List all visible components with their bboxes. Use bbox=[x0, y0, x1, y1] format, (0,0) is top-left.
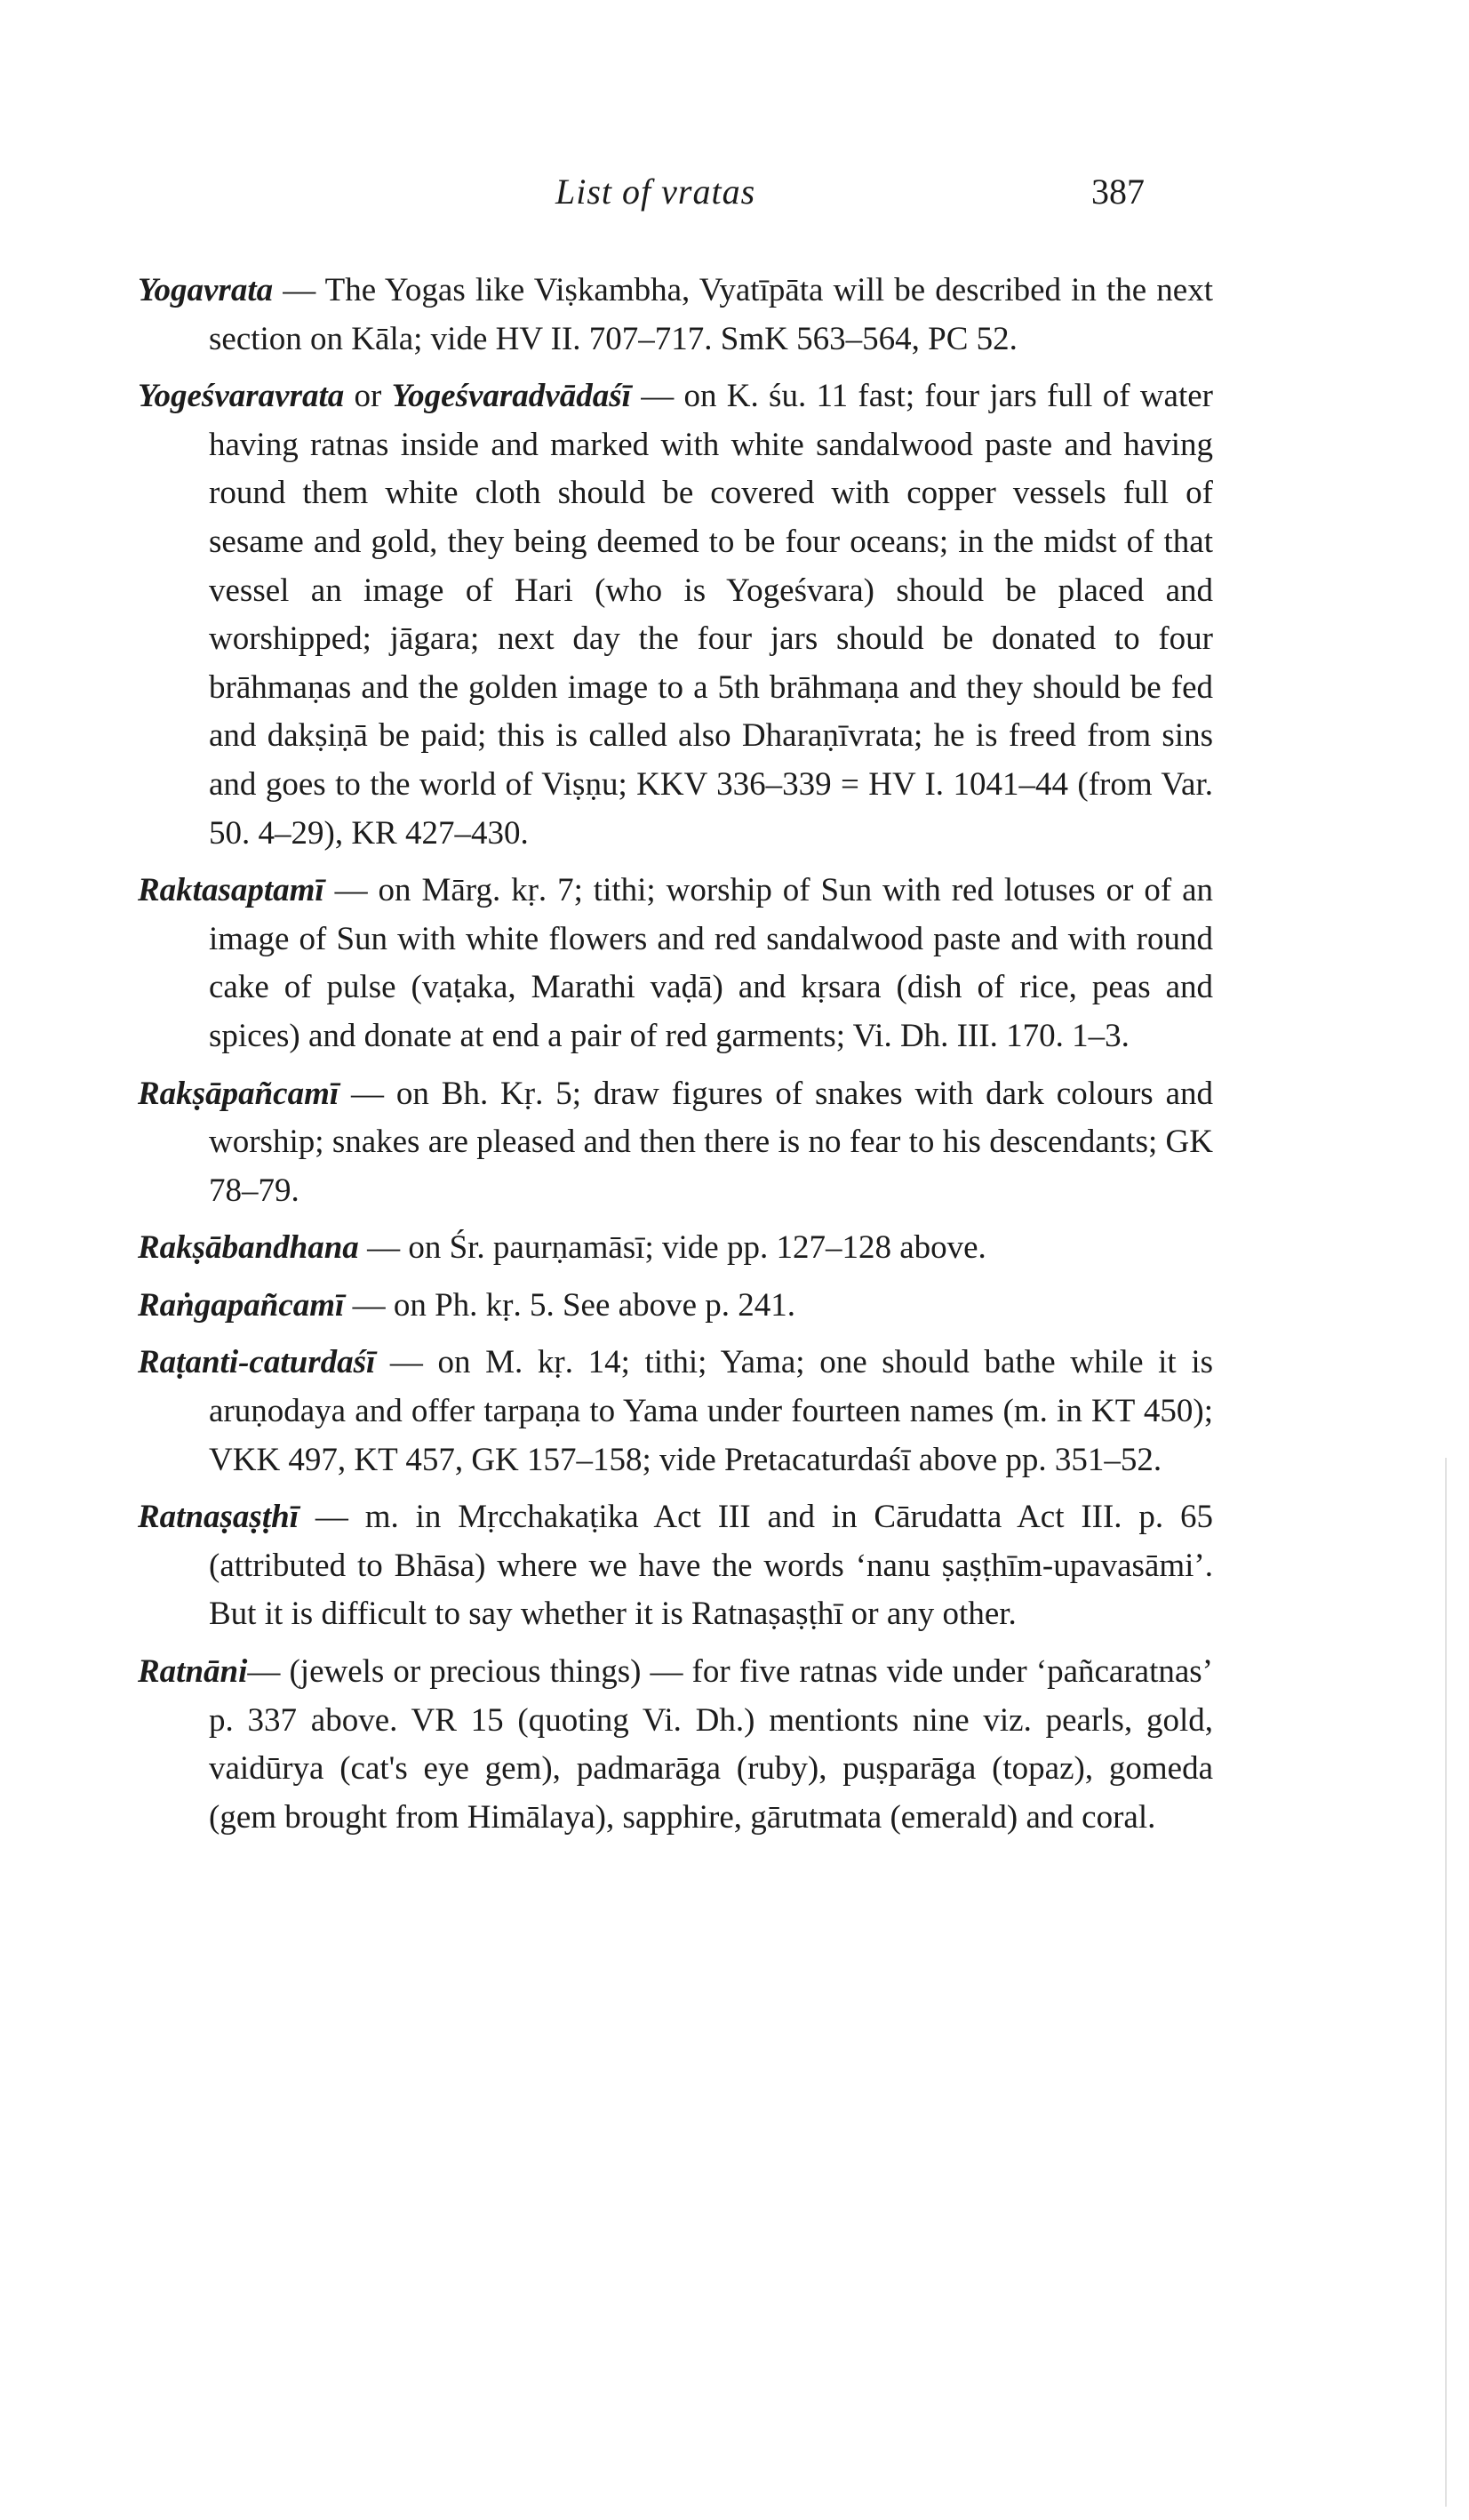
vrata-entry-list bbox=[138, 267, 1213, 1851]
entry-ratnani bbox=[138, 1648, 1213, 1842]
entry-headword: Raṭanti-caturdaśī bbox=[138, 1344, 376, 1381]
entry-headword: Rakṣābandhana bbox=[138, 1229, 359, 1267]
entry-connector: or bbox=[344, 378, 392, 415]
entry-text: on Mārg. kṛ. 7; tithi; worship of Sun with red lotuses or of an image of Sun with white flowers and red sandalwood paste and with round cake of pulse (vaṭaka, Marathi vaḍā) and kṛsara (dish of rice, peas and spices) and donate at end a pair of red garments; Vi. Dh. III. 170. 1–3. bbox=[209, 872, 1213, 1054]
entry-text: m. in Mṛcchakaṭika Act III and in Cārudatta Act III. p. 65 (attributed to Bhāsa) where we have the words ‘nanu ṣaṣṭhīm-upavasāmi’. But it is difficult to say whether it is Ratnaṣaṣṭhī or any other. bbox=[209, 1499, 1214, 1633]
entry-raksapancami bbox=[138, 1070, 1213, 1216]
entry-headword: Yogeśvaravrata bbox=[138, 378, 345, 415]
entry-dash: — bbox=[323, 872, 379, 909]
entry-text: on Śr. paurṇamāsī; vide pp. 127–128 above. bbox=[408, 1229, 986, 1267]
page-number: 387 bbox=[1091, 172, 1145, 212]
entry-dash: — bbox=[630, 378, 684, 415]
entry-raksabandhana bbox=[138, 1224, 1213, 1273]
scan-margin-line bbox=[1445, 1458, 1447, 2507]
entry-yogavrata bbox=[138, 267, 1213, 364]
entry-dash: — bbox=[344, 1286, 394, 1324]
entry-dash: — bbox=[358, 1229, 409, 1267]
entry-headword: Raktasaptamī bbox=[138, 872, 324, 909]
entry-yogesvaravrata bbox=[138, 372, 1213, 858]
entry-headword: Ratnaṣaṣṭhī bbox=[138, 1499, 299, 1536]
entry-alt-headword: Yogeśvaradvādaśī bbox=[391, 378, 631, 415]
running-head bbox=[0, 171, 1469, 224]
entry-headword: Yogavrata bbox=[138, 272, 274, 308]
running-title: List of vratas bbox=[555, 172, 756, 212]
entry-rangapancami bbox=[138, 1282, 1213, 1331]
entry-text: on K. śu. 11 fast; four jars full of water having ratnas inside and marked with white sandalwood paste and having round them white cloth should be covered with copper vessels full of sesame and gold, they being deemed to be four oceans; in the midst of that vessel an image of Hari (who is Yogeśvara) should be placed and worshipped; jāgara; next day the four jars should be donated to four brāhmaṇas and the golden image to a 5th brāhmaṇa and they should be fed and dakṣiṇā be paid; this is called also Dharaṇīvrata; he is freed from sins and goes to the world of Viṣṇu; KKV 336–339 = HV I. 1041–44 (from Var. 50. 4–29), KR 427–430. bbox=[209, 378, 1213, 852]
entry-headword: Raṅgapañcamī bbox=[138, 1286, 345, 1324]
entry-dash: — bbox=[273, 272, 325, 308]
entry-ratnasasthi bbox=[138, 1493, 1213, 1639]
entry-raktasaptami bbox=[138, 867, 1213, 1060]
entry-dash: — bbox=[339, 1075, 396, 1112]
entry-headword: Ratnāni bbox=[138, 1653, 248, 1691]
entry-dash: — bbox=[298, 1499, 365, 1536]
entry-headword: Rakṣāpañcamī bbox=[138, 1075, 339, 1112]
entry-ratanti-caturdasi bbox=[138, 1339, 1213, 1484]
entry-text: on Bh. Kṛ. 5; draw figures of snakes with dark colours and worship; snakes are pleased and then there is no fear to his descendants; GK 78–79. bbox=[209, 1075, 1214, 1209]
entry-text: The Yogas like Viṣkambha, Vyatīpāta will be described in the next section on Kāla; vide HV II. 707–717. SmK 563–564, PC 52. bbox=[209, 272, 1214, 357]
entry-text: on M. kṛ. 14; tithi; Yama; one should bathe while it is aruṇodaya and offer tarpaṇa to Yama under fourteen names (m. in KT 450); VKK 497, KT 457, GK 157–158; vide Pretacaturdaśī above pp. 351–52. bbox=[209, 1344, 1213, 1478]
entry-text: (jewels or precious things) — for five ratnas vide under ‘pañcaratnas’ p. 337 above. VR 15 (quoting Vi. Dh.) mentionts nine viz. pearls, gold, vaidūrya (cat's eye gem), padmarāga (ruby), puṣparāga (topaz), gomeda (gem brought from Himālaya), sapphire, gārutmata (emerald) and coral. bbox=[209, 1653, 1213, 1836]
entry-dash: — bbox=[247, 1653, 290, 1691]
entry-text: on Ph. kṛ. 5. See above p. 241. bbox=[393, 1286, 795, 1324]
entry-dash: — bbox=[375, 1344, 438, 1381]
